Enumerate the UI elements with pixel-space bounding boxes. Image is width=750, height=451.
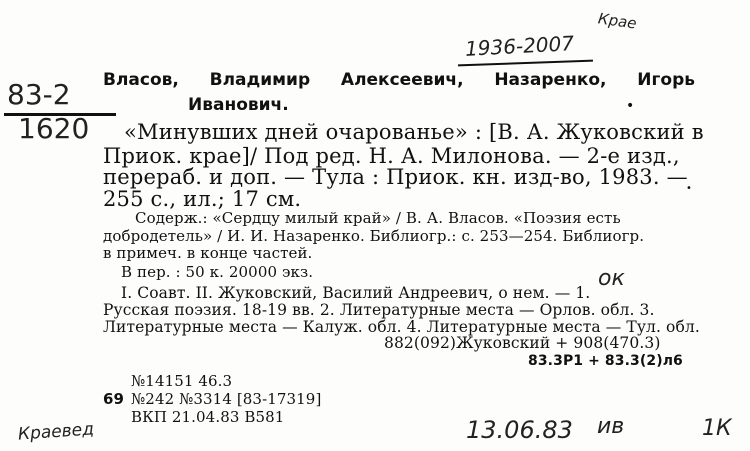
handwritten-bottom-right-mark: 1К xyxy=(702,416,732,441)
date-range-underline xyxy=(458,60,593,67)
handwritten-bottom-initials: ив xyxy=(597,414,625,439)
bbk-index: 83.3Р1 + 83.3(2)л6 xyxy=(528,353,683,369)
heading-line-1 xyxy=(103,72,695,89)
subjects-line-2: Русская поэзия. 18-19 вв. 2. Литературные места — Орлов. обл. 3. xyxy=(103,301,655,319)
registry-line-3: ВКП 21.04.83 В581 xyxy=(131,408,285,426)
handwritten-date-range: 1936-2007 xyxy=(464,31,575,61)
handwritten-bottom-left-note: Краевед xyxy=(17,419,95,445)
author-patronymic-2: Иванович. xyxy=(188,95,289,115)
author-patronymic-1: Алексеевич, xyxy=(340,70,464,90)
tick-mark: • xyxy=(626,98,635,114)
description-line-1: «Минувших дней очарованье» : [В. А. Жуковский в xyxy=(124,120,704,144)
contents-line-1: Содерж.: «Сердцу милый край» / В. А. Власов. «Поэзия есть xyxy=(135,209,621,227)
tick-mark: • xyxy=(686,183,692,194)
handwritten-bottom-date: 13.06.83 xyxy=(466,416,573,444)
udc-index: 882(092)Жуковский + 908(470.3) xyxy=(384,334,661,352)
registry-prefix: 69 xyxy=(103,390,125,408)
author-given-1: Владимир xyxy=(209,70,311,90)
subjects-line-1: I. Соавт. II. Жуковский, Василий Андреевич, о нем. — 1. xyxy=(121,284,591,302)
description-line-3: перераб. и доп. — Тула : Приок. кн. изд-во, 1983. — xyxy=(103,165,688,189)
description-line-2: Приок. крае]/ Под ред. Н. А. Милонова. — 2-е изд., xyxy=(103,144,680,168)
author-surname-1: Власов, xyxy=(103,70,179,90)
contents-line-3: в примеч. в конце частей. xyxy=(103,244,313,262)
contents-line-2: добродетель» / И. И. Назаренко. Библиогр.: с. 253—254. Библиогр. xyxy=(103,227,645,245)
price-and-print-run: В пер. : 50 к. 20000 экз. xyxy=(121,263,314,281)
subjects-line-3: Литературные места — Калуж. обл. 4. Литературные места — Тул. обл. xyxy=(103,318,700,336)
author-surname-2: Назаренко, xyxy=(494,70,607,90)
handwritten-ok-mark: ок xyxy=(598,266,625,291)
handwritten-call-number-bottom: 1620 xyxy=(18,112,90,145)
description-line-4: 255 с., ил.; 17 см. xyxy=(103,187,302,211)
handwritten-top-right-note: Крае xyxy=(597,9,638,33)
handwritten-call-number-top: 83-2 xyxy=(7,78,71,111)
author-given-2: Игорь xyxy=(637,70,695,90)
registry-line-2: №242 №3314 [83-17319] xyxy=(131,390,322,408)
registry-line-1: №14151 46.3 xyxy=(131,372,233,390)
